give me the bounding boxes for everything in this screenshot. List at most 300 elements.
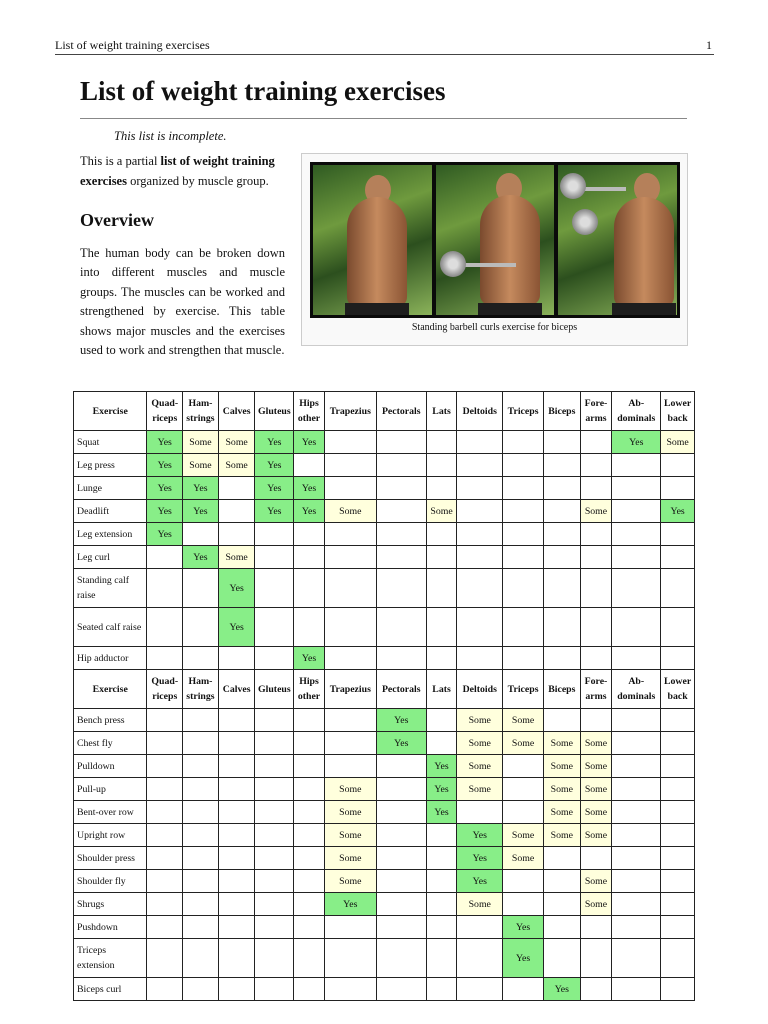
muscle-cell [294,454,325,477]
muscle-cell: Some [580,893,612,916]
muscle-cell [255,870,294,893]
exercise-name[interactable]: Bench press [74,709,147,732]
exercise-name[interactable]: Pull-up [74,778,147,801]
muscle-cell [324,709,376,732]
muscle-cell [255,755,294,778]
page-title: List of weight training exercises [80,76,446,106]
muscle-cell [503,647,544,670]
muscle-cell: Some [426,500,457,523]
muscle-cell: Yes [183,477,219,500]
muscle-cell [147,546,183,569]
barbell-curl-photos [310,162,680,318]
muscle-cell: Some [503,709,544,732]
muscle-cell [255,939,294,978]
muscle-cell: Yes [457,847,503,870]
intro-paragraph [80,151,290,191]
muscle-cell [426,569,457,608]
muscle-cell [580,978,612,1001]
muscle-cell [147,569,183,608]
table-row [74,477,695,500]
muscle-cell [147,709,183,732]
muscle-cell: Some [580,870,612,893]
muscle-cell [324,523,376,546]
exercise-name[interactable]: Shrugs [74,893,147,916]
muscle-cell [376,500,426,523]
muscle-cell [147,647,183,670]
muscle-cell: Yes [183,546,219,569]
muscle-cell [218,477,255,500]
muscle-cell [503,755,544,778]
muscle-cell [218,778,255,801]
muscle-cell [543,523,580,546]
muscle-cell [543,477,580,500]
muscle-cell [147,824,183,847]
muscle-cell [612,801,661,824]
muscle-cell [457,916,503,939]
muscle-cell: Yes [255,500,294,523]
muscle-cell [426,454,457,477]
muscle-cell: Yes [294,431,325,454]
muscle-cell [426,709,457,732]
exercise-name[interactable]: Triceps extension [74,939,147,978]
muscle-cell [324,755,376,778]
muscle-cell [183,847,219,870]
muscle-cell [580,431,612,454]
page-number: 1 [706,38,712,52]
muscle-cell [426,939,457,978]
muscle-cell [457,569,503,608]
table-row [74,546,695,569]
muscle-cell [324,477,376,500]
muscle-cell [183,801,219,824]
muscle-cell [294,709,325,732]
column-header: Fore-arms [580,670,612,709]
column-header: Biceps [543,670,580,709]
muscle-cell: Yes [294,500,325,523]
muscle-cell: Some [324,778,376,801]
table-row [74,978,695,1001]
muscle-cell [612,732,661,755]
muscle-cell [543,608,580,647]
muscle-cell [612,454,661,477]
muscle-cell [457,608,503,647]
muscle-cell [543,454,580,477]
muscle-cell [376,569,426,608]
table-row [74,647,695,670]
muscle-cell [324,916,376,939]
muscle-cell [543,431,580,454]
table-header-row [74,670,695,709]
muscle-cell [612,939,661,978]
muscle-cell [376,870,426,893]
muscle-cell [612,893,661,916]
muscle-cell: Some [218,454,255,477]
muscle-cell [147,893,183,916]
curl-photo-start [313,165,432,315]
muscle-cell [255,709,294,732]
column-header: Gluteus [255,670,294,709]
curl-photo-mid [436,165,555,315]
muscle-cell [255,778,294,801]
exercise-name[interactable]: Leg press [74,454,147,477]
muscle-cell [580,569,612,608]
muscle-cell [376,939,426,978]
muscle-cell [376,523,426,546]
table-row [74,755,695,778]
muscle-cell [426,431,457,454]
muscle-cell [183,608,219,647]
muscle-cell [183,647,219,670]
muscle-cell [543,500,580,523]
muscle-cell [324,939,376,978]
column-header: Ab-dominals [612,670,661,709]
muscle-cell [376,893,426,916]
column-header: Lats [426,670,457,709]
muscle-cell [183,755,219,778]
muscle-cell [426,477,457,500]
muscle-cell [183,916,219,939]
muscle-cell [543,916,580,939]
muscle-cell [376,978,426,1001]
muscle-cell: Yes [543,978,580,1001]
muscle-cell: Some [457,893,503,916]
muscle-cell [612,647,661,670]
muscle-cell [503,569,544,608]
muscle-cell: Some [457,778,503,801]
muscle-cell [218,893,255,916]
exercise-name[interactable]: Upright row [74,824,147,847]
table-row [74,778,695,801]
muscle-cell [147,778,183,801]
exercise-name[interactable]: Bent-over row [74,801,147,824]
muscle-cell: Some [543,732,580,755]
muscle-cell [503,454,544,477]
muscle-cell: Yes [294,477,325,500]
muscle-cell [503,801,544,824]
table-row [74,431,695,454]
muscle-cell: Yes [218,569,255,608]
column-header: Gluteus [255,392,294,431]
muscle-cell [612,870,661,893]
muscle-cell [218,500,255,523]
muscle-cell: Yes [255,477,294,500]
column-header: Exercise [74,392,147,431]
muscle-cell [503,546,544,569]
muscle-cell [580,454,612,477]
muscle-cell: Some [183,431,219,454]
muscle-cell [503,431,544,454]
exercise-name[interactable]: Squat [74,431,147,454]
muscle-cell [183,893,219,916]
muscle-cell: Some [324,847,376,870]
muscle-cell [580,939,612,978]
muscle-cell [147,608,183,647]
muscle-cell: Some [580,778,612,801]
muscle-cell: Some [543,778,580,801]
muscle-cell [457,647,503,670]
muscle-cell: Some [580,801,612,824]
muscle-cell [426,523,457,546]
figure [301,153,688,346]
column-header: Pectorals [376,670,426,709]
muscle-cell [612,778,661,801]
exercise-name[interactable]: Seated calf raise [74,608,147,647]
column-header: Ab-dominals [612,392,661,431]
muscle-cell [255,546,294,569]
table-row [74,732,695,755]
muscle-cell: Some [457,709,503,732]
table-row [74,608,695,647]
muscle-cell [661,709,695,732]
muscle-cell: Some [543,801,580,824]
muscle-cell [255,523,294,546]
muscle-cell [503,500,544,523]
muscle-cell: Some [661,431,695,454]
muscle-cell [661,732,695,755]
muscle-cell [147,847,183,870]
muscle-cell [218,916,255,939]
muscle-cell [376,477,426,500]
muscle-cell [426,847,457,870]
muscle-cell [457,454,503,477]
column-header: Trapezius [324,392,376,431]
muscle-cell [661,647,695,670]
column-header: Hips other [294,670,325,709]
muscle-cell [612,523,661,546]
column-header: Ham-strings [183,392,219,431]
muscle-cell [661,755,695,778]
muscle-cell [218,709,255,732]
muscle-cell [503,477,544,500]
muscle-cell [661,454,695,477]
muscle-cell [218,847,255,870]
muscle-cell [255,569,294,608]
muscle-cell [612,755,661,778]
muscle-cell [255,647,294,670]
table-row [74,454,695,477]
column-header: Lats [426,392,457,431]
muscle-cell [612,978,661,1001]
muscle-cell [376,847,426,870]
muscle-cell [612,569,661,608]
muscle-cell [543,647,580,670]
muscle-cell: Yes [147,523,183,546]
muscle-cell [255,893,294,916]
muscle-cell [376,824,426,847]
muscle-cell [376,608,426,647]
muscle-cell [543,709,580,732]
muscle-cell: Some [324,870,376,893]
muscle-cell [376,916,426,939]
muscle-cell [324,431,376,454]
muscle-cell: Some [580,732,612,755]
muscle-cell [612,546,661,569]
muscle-cell [543,893,580,916]
muscle-cell: Some [503,732,544,755]
table-row [74,939,695,978]
column-header: Pectorals [376,392,426,431]
muscle-cell: Some [324,500,376,523]
muscle-cell: Yes [218,608,255,647]
muscle-cell: Yes [147,431,183,454]
muscle-cell [426,978,457,1001]
exercise-name[interactable]: Pulldown [74,755,147,778]
exercise-name[interactable]: Lunge [74,477,147,500]
muscle-cell [426,732,457,755]
muscle-cell [457,431,503,454]
curl-photo-top [558,165,677,315]
muscle-cell [661,847,695,870]
muscle-cell [294,870,325,893]
figure-caption: Standing barbell curls exercise for biceps [411,322,578,333]
muscle-cell: Yes [183,500,219,523]
intro-text-after: organized by muscle group. [126,174,269,188]
muscle-cell [661,870,695,893]
muscle-cell [661,608,695,647]
muscle-cell [612,608,661,647]
muscle-cell [218,647,255,670]
exercise-name[interactable]: Biceps curl [74,978,147,1001]
muscle-cell [457,801,503,824]
column-header: Calves [218,670,255,709]
column-header: Quad-riceps [147,392,183,431]
muscle-cell [580,847,612,870]
muscle-cell [457,939,503,978]
muscle-cell [503,893,544,916]
muscle-cell [661,916,695,939]
running-head [55,36,714,55]
muscle-cell: Some [543,755,580,778]
intro-text-before: This is a partial [80,154,161,168]
muscle-cell [255,978,294,1001]
muscle-cell [426,893,457,916]
muscle-cell [612,824,661,847]
exercise-name[interactable]: Chest fly [74,732,147,755]
table-header-row [74,392,695,431]
intro-bold-link[interactable]: list of weight training exercises [80,154,275,188]
column-header: Lower back [661,392,695,431]
table-row [74,893,695,916]
muscle-cell [376,546,426,569]
muscle-cell [255,608,294,647]
muscle-cell [294,916,325,939]
muscle-cell [612,916,661,939]
muscle-cell [580,916,612,939]
muscle-cell [376,454,426,477]
muscle-cell [661,978,695,1001]
muscle-cell [218,978,255,1001]
muscle-cell: Yes [147,500,183,523]
exercise-name[interactable]: Standing calf raise [74,569,147,608]
muscle-cell: Yes [376,709,426,732]
column-header: Ham-strings [183,670,219,709]
muscle-cell [183,523,219,546]
column-header: Exercise [74,670,147,709]
muscle-cell [612,500,661,523]
muscle-cell: Yes [147,454,183,477]
muscle-cell [503,608,544,647]
muscle-cell [218,801,255,824]
muscle-cell: Some [218,431,255,454]
muscle-cell [183,569,219,608]
muscle-cell: Yes [612,431,661,454]
muscle-cell: Some [457,732,503,755]
muscle-cell [218,523,255,546]
muscle-cell: Some [218,546,255,569]
muscle-cell [457,546,503,569]
muscle-cell [294,755,325,778]
muscle-cell: Yes [255,454,294,477]
column-header: Biceps [543,392,580,431]
exercise-name[interactable]: Deadlift [74,500,147,523]
muscle-cell [580,709,612,732]
muscle-cell [661,939,695,978]
muscle-cell [255,732,294,755]
muscle-cell [661,893,695,916]
muscle-cell: Yes [457,870,503,893]
muscle-cell [426,546,457,569]
muscle-cell [147,916,183,939]
muscle-cell [543,870,580,893]
muscle-cell [324,647,376,670]
muscle-cell: Yes [294,647,325,670]
muscle-cell: Yes [457,824,503,847]
muscle-cell: Some [503,847,544,870]
overview-heading: Overview [80,210,154,230]
muscle-cell [580,477,612,500]
muscle-cell [457,477,503,500]
muscle-cell [612,709,661,732]
muscle-cell [294,608,325,647]
muscle-cell [543,569,580,608]
exercise-name[interactable]: Shoulder press [74,847,147,870]
muscle-cell [580,647,612,670]
muscle-cell [324,546,376,569]
muscle-cell [218,755,255,778]
muscle-cell: Some [324,801,376,824]
muscle-cell [376,801,426,824]
muscle-cell: Yes [376,732,426,755]
muscle-cell: Yes [324,893,376,916]
muscle-cell [147,732,183,755]
muscle-cell [661,523,695,546]
exercise-name[interactable]: Leg curl [74,546,147,569]
muscle-cell [147,978,183,1001]
muscle-cell: Some [543,824,580,847]
exercise-name[interactable]: Hip adductor [74,647,147,670]
muscle-cell [218,732,255,755]
exercise-name[interactable]: Shoulder fly [74,870,147,893]
muscle-cell [294,939,325,978]
title-rule [80,118,687,119]
exercise-name[interactable]: Pushdown [74,916,147,939]
table-row [74,523,695,546]
muscle-cell [612,477,661,500]
exercise-name[interactable]: Leg extension [74,523,147,546]
muscle-cell [503,778,544,801]
muscle-cell [255,847,294,870]
column-header: Hips other [294,392,325,431]
muscle-cell: Yes [661,500,695,523]
column-header: Quad-riceps [147,670,183,709]
muscle-cell [294,523,325,546]
muscle-cell [457,978,503,1001]
muscle-cell [147,870,183,893]
muscle-cell: Yes [426,778,457,801]
incomplete-list-note: This list is incomplete. [114,129,227,143]
muscle-cell [426,916,457,939]
column-header: Deltoids [457,670,503,709]
